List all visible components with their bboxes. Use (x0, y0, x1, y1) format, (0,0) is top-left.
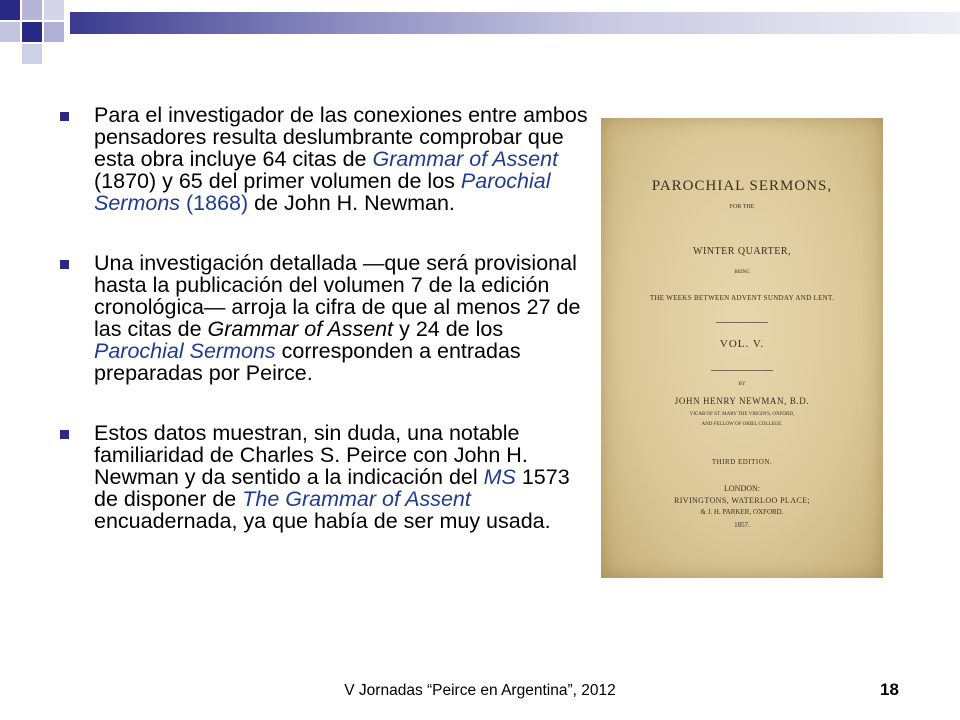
page-number: 18 (880, 680, 899, 699)
bullet-text-run: Grammar of Assent (207, 317, 394, 341)
bullet-item-3 (58, 422, 598, 532)
book-author: JOHN HENRY NEWMAN, B.D. (674, 396, 810, 406)
book-publisher-1: RIVINGTONS, WATERLOO PLACE; (673, 496, 811, 505)
header-square (44, 22, 64, 42)
book-author-line-1: VICAR OF ST. MARY THE VIRGIN'S, OXFORD, (689, 412, 795, 417)
book-title: PAROCHIAL SERMONS, (651, 178, 833, 194)
book-for-the: FOR THE (729, 204, 755, 210)
bullet-text-run: encuadernada, ya que había de ser muy usada. (94, 509, 551, 533)
book-volume: VOL. V. (719, 338, 765, 350)
bullet-text-run: de John H. Newman. (248, 191, 455, 215)
header-square (22, 44, 42, 64)
bullet-text-run: 1573 de disponer de (94, 465, 570, 511)
book-cover-image (601, 118, 883, 578)
header-square (44, 0, 64, 20)
header-square (22, 22, 42, 42)
book-rule (716, 322, 768, 323)
header-gradient-bar (70, 12, 960, 34)
header-square (22, 0, 42, 20)
book-quarter: WINTER QUARTER, (693, 246, 791, 257)
bullet-text-run: Grammar of Assent (372, 147, 559, 171)
bullet-text-run: (1870) y 65 del primer volumen de los (94, 169, 461, 193)
book-author-line-2: AND FELLOW OF ORIEL COLLEGE. (701, 422, 783, 427)
bullet-text-run: Una investigación detallada —que será provisional hasta la publicación del volumen 7 de la edición cronológica— arroja la cifra de que al menos 27 de las citas de (94, 251, 581, 341)
bullet-text-run: corresponden a entradas preparadas por Peirce. (94, 339, 521, 385)
book-place: LONDON: (724, 484, 760, 493)
bullet-text-run: The Grammar of Assent (242, 487, 471, 511)
bullet-item-1 (58, 104, 598, 214)
bullet-item-2 (58, 252, 598, 384)
bullet-text-run: (1868) (180, 191, 249, 215)
slide-footer: V Jornadas “Peirce en Argentina”, 2012 (344, 682, 616, 699)
bullet-text-run: y 24 de los (393, 317, 504, 341)
book-year: 1857. (734, 521, 750, 529)
book-by: BY (738, 382, 746, 387)
book-weeks: THE WEEKS BETWEEN ADVENT SUNDAY AND LENT. (649, 294, 835, 302)
book-rule (711, 370, 773, 371)
book-edition: THIRD EDITION. (711, 458, 773, 466)
bullet-text-run: Estos datos muestran, sin duda, una notable familiaridad de Charles S. Peirce con John H. Newman y da sentido a la indicación del (94, 421, 528, 489)
header-square (0, 0, 20, 20)
header-square (0, 22, 20, 42)
book-publisher-2: & J. H. PARKER, OXFORD. (700, 508, 784, 516)
bullet-list (58, 104, 598, 570)
bullet-text-run: Para el investigador de las conexiones entre ambos pensadores resulta deslumbrante comprobar que esta obra incluye 64 citas de (94, 103, 588, 171)
book-being: BEING (734, 270, 750, 275)
bullet-text-run: Parochial Sermons (94, 169, 551, 215)
bullet-text-run: Parochial Sermons (94, 339, 276, 363)
bullet-text-run: MS (483, 465, 516, 489)
